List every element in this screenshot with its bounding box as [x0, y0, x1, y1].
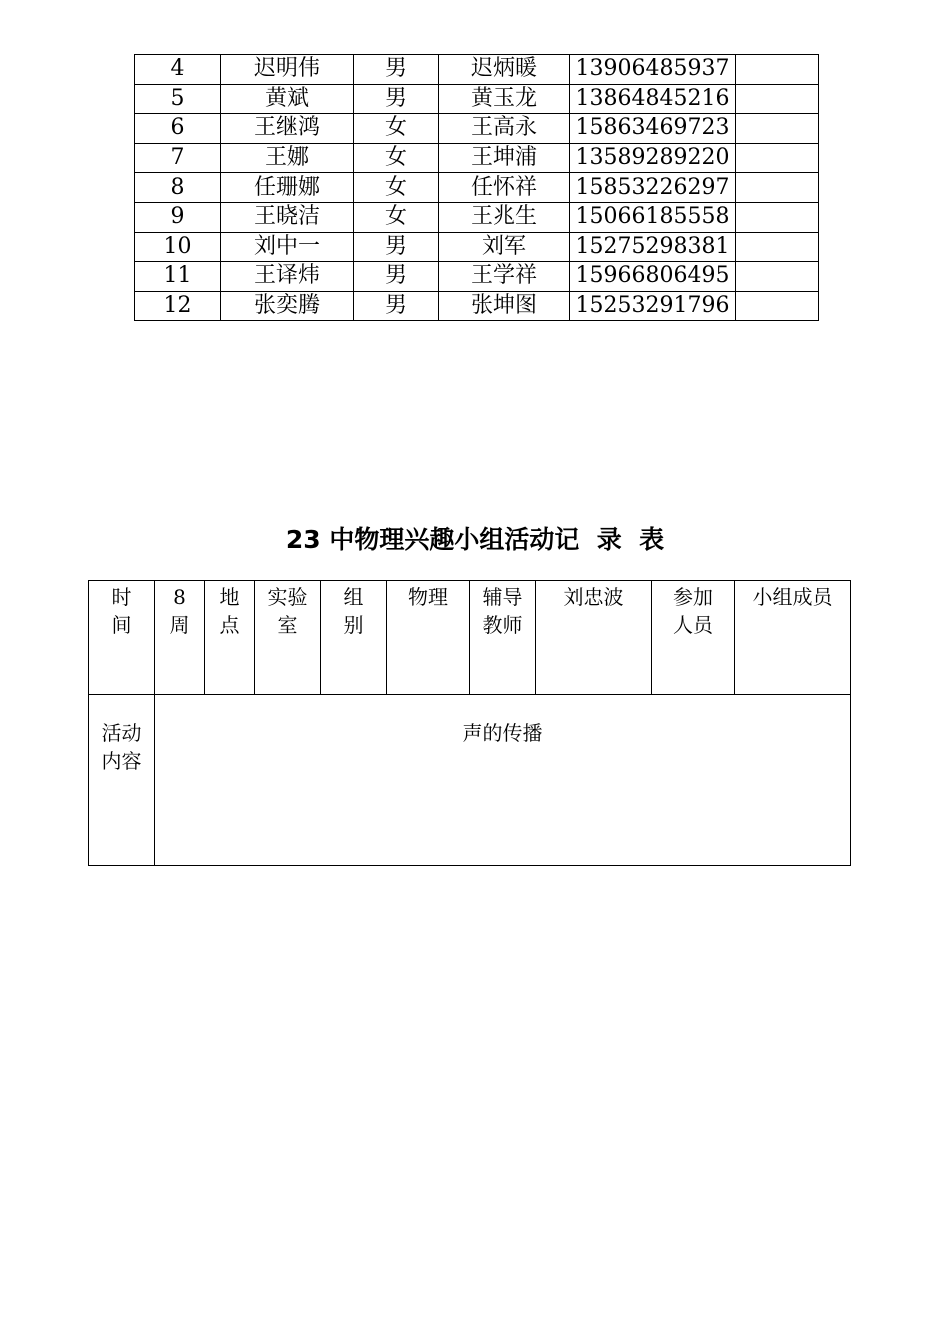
value-location [255, 581, 321, 695]
label-location-line1: 地 [219, 585, 240, 609]
label-location-line2: 点 [219, 613, 240, 637]
remark [736, 262, 819, 292]
phone-number: 13906485937 [570, 55, 736, 85]
value-week [155, 581, 205, 695]
student-gender: 女 [354, 202, 439, 232]
student-gender: 女 [354, 173, 439, 203]
label-instructor-line2: 教师 [482, 613, 523, 637]
student-name: 任珊娜 [221, 173, 354, 203]
student-name: 刘中一 [221, 232, 354, 262]
student-gender: 男 [354, 291, 439, 321]
student-gender: 女 [354, 143, 439, 173]
phone-number: 15253291796 [570, 291, 736, 321]
label-group-line1: 组 [343, 585, 364, 609]
value-instructor-line1: 刘忠波 [563, 585, 624, 609]
record-table-title: 23 中物理兴趣小组活动记 录 表 [285, 525, 665, 554]
row-number: 4 [135, 55, 221, 85]
table-row [135, 55, 819, 85]
table-row [135, 143, 819, 173]
phone-number: 15275298381 [570, 232, 736, 262]
table-row [135, 202, 819, 232]
student-name: 黄斌 [221, 84, 354, 114]
label-group [321, 581, 387, 695]
student-gender: 男 [354, 262, 439, 292]
row-number: 11 [135, 262, 221, 292]
parent-name: 王学祥 [439, 262, 570, 292]
student-gender: 男 [354, 55, 439, 85]
label-participants-line1: 参加 [673, 585, 713, 609]
label-time [89, 581, 155, 695]
phone-number: 15853226297 [570, 173, 736, 203]
parent-name: 王兆生 [439, 202, 570, 232]
student-gender: 女 [354, 114, 439, 144]
value-group-line1: 物理 [408, 585, 448, 609]
student-gender: 男 [354, 84, 439, 114]
label-instructor-line1: 辅导 [482, 585, 523, 609]
value-location-line1: 实验 [267, 585, 308, 609]
remark [736, 173, 819, 203]
row-number: 8 [135, 173, 221, 203]
phone-number: 13864845216 [570, 84, 736, 114]
row-number: 7 [135, 143, 221, 173]
parent-name: 张坤图 [439, 291, 570, 321]
value-location-line2: 室 [277, 613, 298, 637]
parent-name: 黄玉龙 [439, 84, 570, 114]
phone-number: 15966806495 [570, 262, 736, 292]
roster-body [135, 55, 819, 321]
table-row [135, 262, 819, 292]
label-instructor [470, 581, 536, 695]
row-number: 5 [135, 84, 221, 114]
phone-number: 13589289220 [570, 143, 736, 173]
row-number: 10 [135, 232, 221, 262]
record-content-row [89, 695, 851, 866]
value-activity-content [155, 695, 851, 866]
student-gender: 男 [354, 232, 439, 262]
parent-name: 任怀祥 [439, 173, 570, 203]
value-instructor [536, 581, 652, 695]
value-week-line1: 8 [173, 585, 186, 609]
label-group-line2: 别 [343, 613, 364, 637]
label-time-line1: 时 [111, 585, 132, 609]
label-location [205, 581, 255, 695]
row-number: 12 [135, 291, 221, 321]
student-name: 王晓洁 [221, 202, 354, 232]
parent-name: 刘军 [439, 232, 570, 262]
label-participants-line2: 人员 [673, 613, 713, 637]
label-activity-content [89, 695, 155, 866]
parent-name: 迟炳暖 [439, 55, 570, 85]
table-row [135, 84, 819, 114]
table-row [135, 114, 819, 144]
value-group [387, 581, 470, 695]
parent-name: 王高永 [439, 114, 570, 144]
student-name: 王译炜 [221, 262, 354, 292]
remark [736, 232, 819, 262]
remark [736, 143, 819, 173]
label-participants [652, 581, 735, 695]
label-time-line2: 间 [111, 613, 132, 637]
remark [736, 55, 819, 85]
phone-number: 15863469723 [570, 114, 736, 144]
student-name: 张奕腾 [221, 291, 354, 321]
student-name: 王继鸿 [221, 114, 354, 144]
row-number: 6 [135, 114, 221, 144]
value-participants [735, 581, 851, 695]
student-name: 迟明伟 [221, 55, 354, 85]
table-row [135, 232, 819, 262]
table-row [135, 173, 819, 203]
table-row [135, 291, 819, 321]
value-participants-line1: 小组成员 [752, 585, 833, 609]
row-number: 9 [135, 202, 221, 232]
student-name: 王娜 [221, 143, 354, 173]
remark [736, 84, 819, 114]
label-activity-line1: 活动 [101, 721, 142, 745]
record-header-row [89, 581, 851, 695]
activity-content-text: 声的传播 [462, 721, 543, 745]
remark [736, 114, 819, 144]
remark [736, 202, 819, 232]
value-week-line2: 周 [169, 613, 190, 637]
activity-record-table [88, 580, 851, 866]
student-roster-table [134, 54, 819, 321]
phone-number: 15066185558 [570, 202, 736, 232]
label-activity-line2: 内容 [101, 749, 142, 773]
parent-name: 王坤浦 [439, 143, 570, 173]
remark [736, 291, 819, 321]
